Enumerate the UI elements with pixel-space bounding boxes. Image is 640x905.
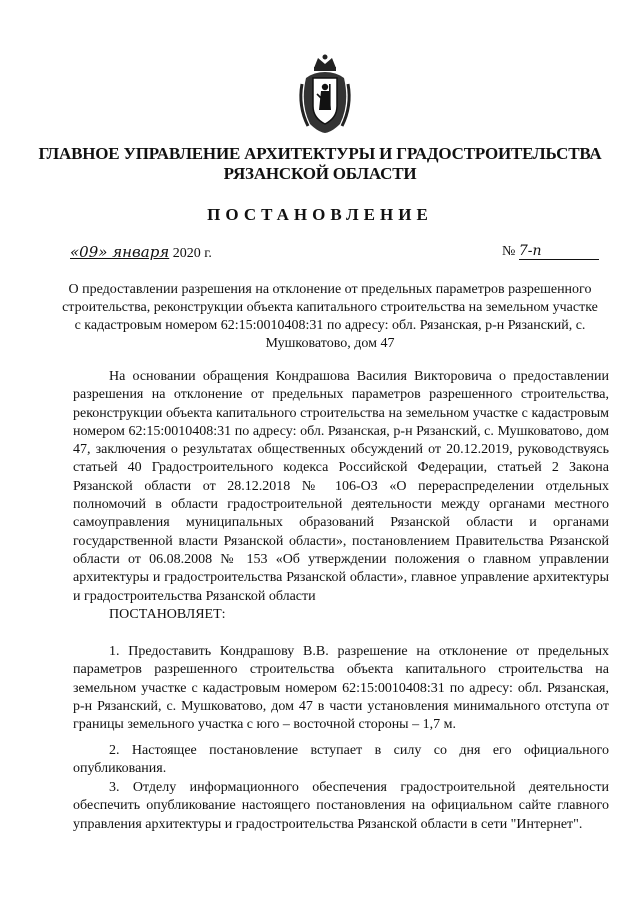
date-handwritten: «09» января bbox=[70, 243, 170, 261]
document-date bbox=[70, 243, 212, 262]
clause-1: 1. Предоставить Кондрашову В.В. разрешение на отклонение от предельных параметров разрешенного строительства объекта капитального строительства на земельном участке с кадастровым номером 62:15:0010408:31 по адресу: обл. Рязанская, р-н Рязанский, с. Мушковатово, дом 47 в части установления минимального отступа от границы земельного участка с юго – восточной стороны – 1,7 м. bbox=[73, 644, 609, 733]
document-number bbox=[502, 243, 599, 260]
coat-of-arms-icon bbox=[296, 54, 354, 134]
preamble-text: На основании обращения Кондрашова Василия Викторовича о предоставлении разрешения на отклонение от предельных параметров разрешенного строительства, реконструкции объекта капитального строительства на земельном участке с кадастровым номером 62:15:0010408:31 по адресу: обл. Рязанская, р-н Рязанский, с. Мушковатово, дом 47, заключения о результатах общественных обсуждений от 20.12.2019, руководствуясь статьей 40 Градостроительного кодекса Российской Федерации, статьей 2 Закона Рязанской области от 28.12.2018 № 106-ОЗ «О перераспределении отдельных полномочий в области градостроительной деятельности между органами местного самоуправления муниципальных образований Рязанской области и органами государственной власти Рязанской области», постановлением Правительства Рязанской области от 06.08.2008 № 153 «Об утверждении положения о главном управлении архитектуры и градостроительства Рязанской области», главное управление архитектуры и градостроительства Рязанской области bbox=[73, 369, 609, 604]
organization-name: ГЛАВНОЕ УПРАВЛЕНИЕ АРХИТЕКТУРЫ И ГРАДОСТРОИТЕЛЬСТВА bbox=[38, 144, 602, 163]
document-subject: О предоставлении разрешения на отклонение от предельных параметров разрешенного строительства, реконструкции объекта капитального строительства на земельном участке с кадастровым номером 62:15:0010408:31 по адресу: обл. Рязанская, р-н Рязанский, с. Мушковатово, дом 47 bbox=[62, 282, 598, 351]
resolves-heading: ПОСТАНОВЛЯЕТ: bbox=[109, 606, 226, 622]
preamble-paragraph bbox=[73, 368, 609, 624]
date-year: 2020 г. bbox=[172, 246, 212, 261]
document-type: ПОСТАНОВЛЕНИЕ bbox=[207, 205, 433, 224]
clause-3: 3. Отделу информационного обеспечения градостроительной деятельности обеспечить опубликование настоящего постановления на официальном сайте главного управления архитектуры и градостроительства Рязанской области в сети "Интернет". bbox=[73, 780, 609, 832]
number-handwritten: 7-п bbox=[519, 243, 599, 260]
organization-region: РЯЗАНСКОЙ ОБЛАСТИ bbox=[223, 164, 417, 183]
number-symbol: № bbox=[502, 244, 516, 259]
clause-2: 2. Настоящее постановление вступает в силу со дня его официального опубликования. bbox=[73, 743, 609, 777]
